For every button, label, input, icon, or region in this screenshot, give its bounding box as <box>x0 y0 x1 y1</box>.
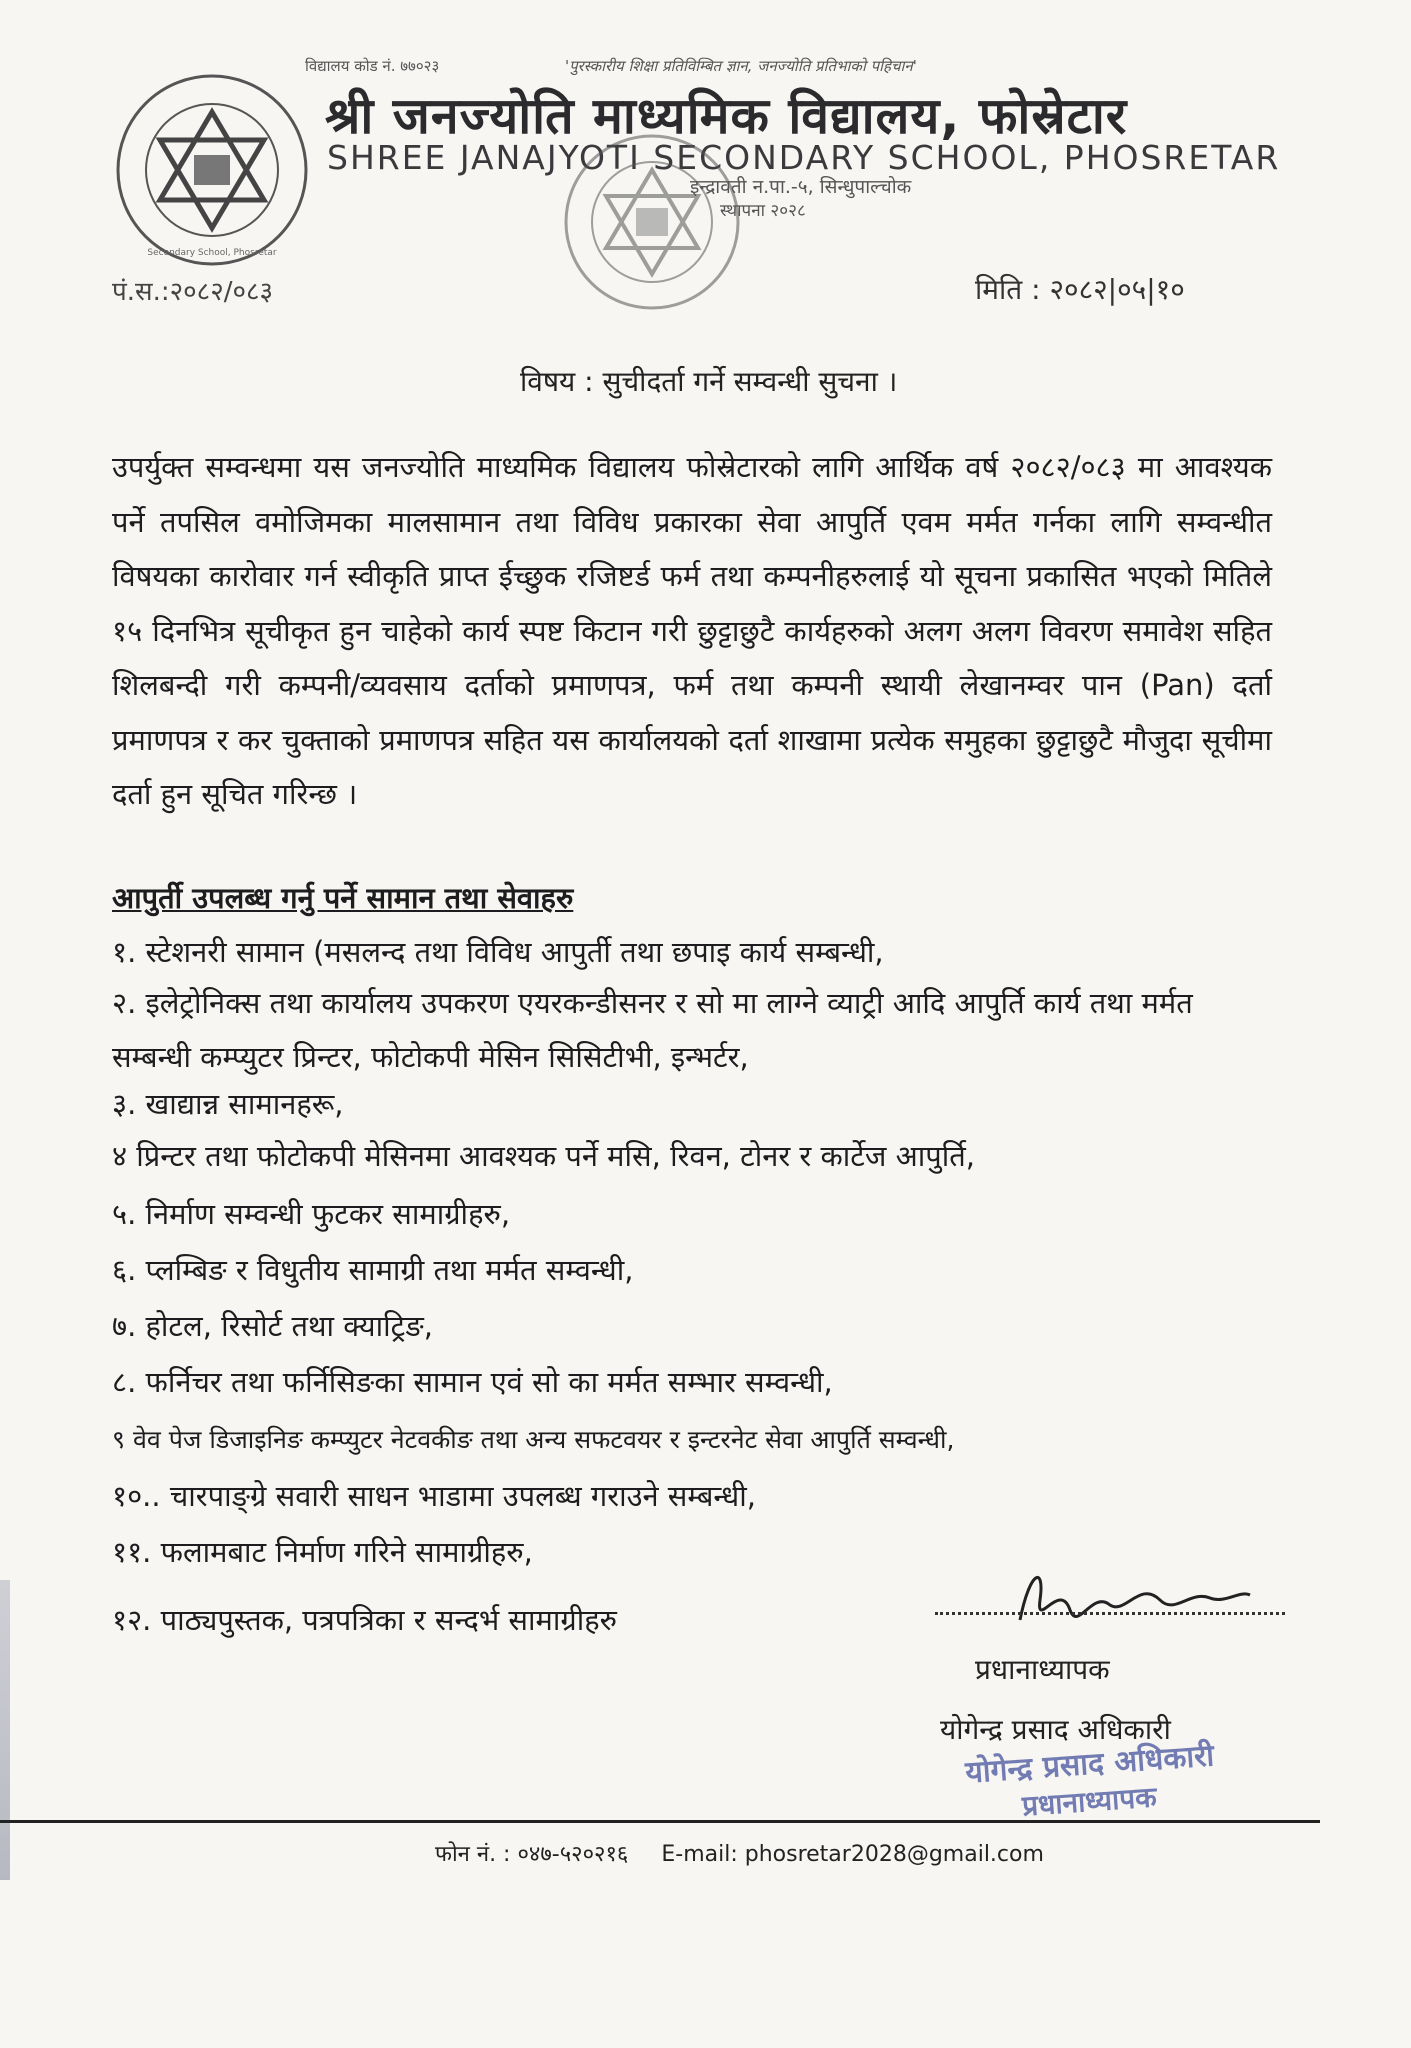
list-item: ११. फलामबाट निर्माण गरिने सामाग्रीहरु, <box>112 1535 533 1569</box>
list-item: ६. प्लम्बिङ र विधुतीय सामाग्री तथा मर्मत सम्वन्धी, <box>112 1253 634 1287</box>
list-item: ८. फर्निचर तथा फर्निसिङका सामान एवं सो का मर्मत सम्भार सम्वन्धी, <box>112 1365 833 1399</box>
handwritten-signature <box>1000 1560 1260 1640</box>
list-heading: आपुर्ती उपलब्ध गर्नु पर्ने सामान तथा सेवाहरु <box>112 881 574 915</box>
footer-contact <box>435 1838 1070 1868</box>
list-item: ९ वेव पेज डिजाइनिङ कम्प्युटर नेटवकीङ तथा अन्य सफटवयर र इन्टरनेट सेवा आपुर्ति सम्वन्धी, <box>112 1425 955 1454</box>
school-name-nepali: श्री जनज्योति माध्यमिक विद्यालय, फोस्रेटार <box>325 87 1128 145</box>
svg-text:Secondary School, Phosretar: Secondary School, Phosretar <box>147 248 277 258</box>
list-item: ७. होटल, रिसोर्ट तथा क्याट्रिङ, <box>112 1309 433 1343</box>
reference-number: पं.स.:२०८२/०८३ <box>112 277 274 307</box>
school-name-english: SHREE JANAJYOTI SECONDARY SCHOOL, PHOSRETAR <box>327 138 1281 177</box>
footer-phone: फोन नं. : ०४७-५२०२१६ <box>435 1842 629 1867</box>
signatory-title: प्रधानाध्यापक <box>975 1653 1110 1686</box>
school-motto: 'पुरस्कारीय शिक्षा प्रतिविम्बित ज्ञान, जनज्योति प्रतिभाको पहिचान' <box>565 57 917 75</box>
school-established: स्थापना २०२८ <box>720 201 806 221</box>
signature-line <box>935 1612 1285 1615</box>
list-item: २. इलेट्रोनिक्स तथा कार्यालय उपकरण एयरकन्डीसनर र सो मा लाग्ने व्याट्री आदि आपुर्ति कार्य तथा मर्मत सम्बन्धी कम्प्युटर प्रिन्टर, फोटोकपी मेसिन सिसिटीभी, इन्भर्टर, <box>112 986 1193 1074</box>
scan-edge <box>0 1580 10 1880</box>
school-address: इन्द्रावती न.पा.-५, सिन्धुपाल्चोक <box>690 176 912 198</box>
notice-date: मिति : २०८२|०५|१० <box>975 273 1185 306</box>
notice-body: उपर्युक्त सम्वन्धमा यस जनज्योति माध्यमिक विद्यालय फोस्रेटारको लागि आर्थिक वर्ष २०८२/०८३ मा आवश्यक पर्ने तपसिल वमोजिमका मालसामान तथा विविध प्रकारका सेवा आपुर्ति एवम मर्मत गर्नका लागि सम्वन्धीत विषयका कारोवार गर्न स्वीकृति प्राप्त ईच्छुक रजिष्टर्ड फर्म तथा कम्पनीहरुलाई यो सूचना प्रकासित भएको मितिले १५ दिनभित्र सूचीकृत हुन चाहेको कार्य स्पष्ट किटान गरी छुट्टाछुटै कार्यहरुको अलग अलग विवरण समावेश सहित शिलबन्दी गरी कम्पनी/व्यवसाय दर्ताको प्रमाणपत्र, फर्म तथा कम्पनी स्थायी लेखानम्वर पान (Pan) दर्ता प्रमाणपत्र र कर चुक्ताको प्रमाणपत्र सहित यस कार्यालयको दर्ता शाखामा प्रत्येक समुहका छुट्टाछुटै मौजुदा सूचीमा दर्ता हुन सूचित गरिन्छ । <box>112 450 1272 811</box>
list-item: ३. खाद्यान्न सामानहरू, <box>112 1087 344 1121</box>
stamp-title: प्रधानाध्यापक <box>1021 1780 1158 1823</box>
stamp-name: योगेन्द्र प्रसाद अधिकारी <box>964 1738 1216 1791</box>
school-emblem-icon <box>112 70 312 270</box>
list-item: १. स्टेशनरी सामान (मसलन्द तथा विविध आपुर्ती तथा छपाइ कार्य सम्बन्धी, <box>112 935 884 969</box>
notice-subject: विषय : सुचीदर्ता गर्ने सम्वन्धी सुचना । <box>520 365 898 398</box>
signatory-name: योगेन्द्र प्रसाद अधिकारी <box>940 1713 1171 1746</box>
registration-code: विद्यालय कोड नं. ७७०२३ <box>305 57 440 75</box>
list-item: ५. निर्माण सम्वन्धी फुटकर सामाग्रीहरु, <box>112 1197 511 1231</box>
footer-rule <box>0 1820 1320 1823</box>
list-item: १२. पाठ्यपुस्तक, पत्रपत्रिका र सन्दर्भ सामाग्रीहरु <box>112 1603 618 1637</box>
list-item: ४ प्रिन्टर तथा फोटोकपी मेसिनमा आवश्यक पर्ने मसि, रिवन, टोनर र कार्टेज आपुर्ति, <box>112 1139 975 1173</box>
list-item: १०.. चारपाङ्ग्रे सवारी साधन भाडामा उपलब्ध गराउने सम्बन्धी, <box>112 1479 756 1513</box>
school-seal-icon <box>560 130 745 315</box>
footer-email: E-mail: phosretar2028@gmail.com <box>661 1842 1044 1867</box>
